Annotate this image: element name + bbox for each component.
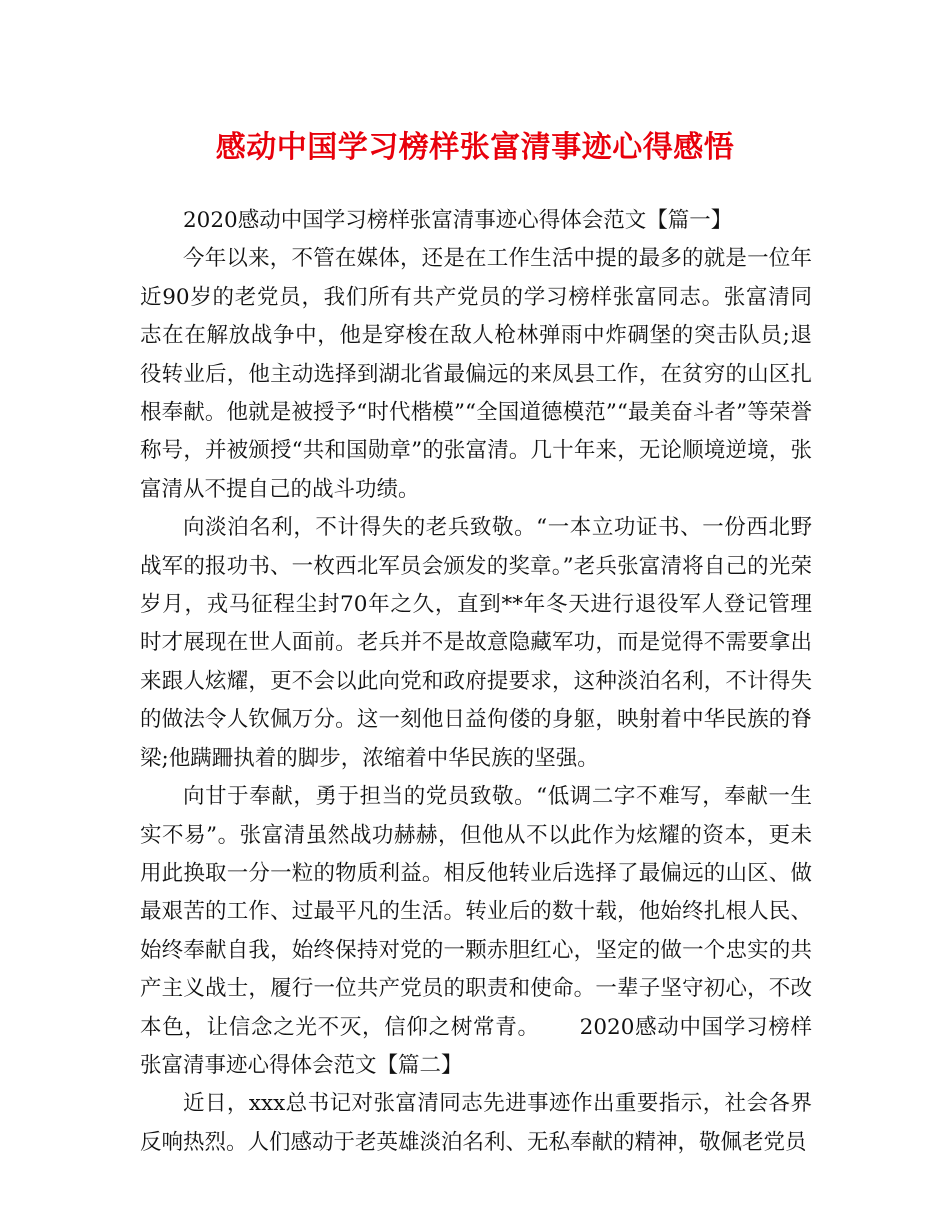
section-heading-2: 2020感动中国学习榜样张富清事迹心得体会范文【篇二】 <box>140 1014 812 1078</box>
section-heading-1: 2020感动中国学习榜样张富清事迹心得体会范文【篇一】 <box>183 208 733 233</box>
paragraph-3-text: 向甘于奉献，勇于担当的党员致敬。“低调二字不难写，奉献一生实不易”。张富清虽然战功赫赫，但他从不以此作为炫耀的资本，更未用此换取一分一粒的物质利益。相反他转业后选择了最偏远的山区、做最艰苦的工作、过最平凡的生活。转业后的数十载，他始终扎根人民、始终奉献自我，始终保持对党的一颗赤胆红心，坚定的做一个忠实的共产主义战士，履行一位共产党员的职责和使命。一辈子坚守初心，不改本色，让信念之光不灭，信仰之树常青。 <box>140 784 812 1040</box>
document-title: 感动中国学习榜样张富清事迹心得感悟 <box>215 130 735 165</box>
paragraph-4: 近日，xxx总书记对张富清同志先进事迹作出重要指示，社会各界反响热烈。人们感动于老英雄淡泊名利、无私奉献的精神，敬佩老党员 <box>140 1091 812 1155</box>
paragraph-3 <box>140 778 812 1085</box>
paragraph-2: 向淡泊名利，不计得失的老兵致敬。“一本立功证书、一份西北野战军的报功书、一枚西北军员会颁发的奖章。”老兵张富清将自己的光荣岁月，戎马征程尘封70年之久，直到**年冬天进行退役军人登记管理时才展现在世人面前。老兵并不是故意隐藏军功，而是觉得不需要拿出来跟人炫耀，更不会以此向党和政府提要求，这种淡泊名利，不计得失的做法令人钦佩万分。这一刻他日益佝偻的身躯，映射着中华民族的脊梁;他蹒跚执着的脚步，浓缩着中华民族的坚强。 <box>140 515 812 771</box>
paragraph-1: 今年以来，不管在媒体，还是在工作生活中提的最多的就是一位年近90岁的老党员，我们所有共产党员的学习榜样张富同志。张富清同志在在解放战争中，他是穿梭在敌人枪林弹雨中炸碉堡的突击队员;退役转业后，他主动选择到湖北省最偏远的来凤县工作，在贫穷的山区扎根奉献。他就是被授予“时代楷模”“全国道德模范”“最美奋斗者”等荣誉称号，并被颁授“共和国勋章”的张富清。几十年来，无论顺境逆境，张富清从不提自己的战斗功绩。 <box>140 246 812 502</box>
document-body <box>140 202 812 1162</box>
